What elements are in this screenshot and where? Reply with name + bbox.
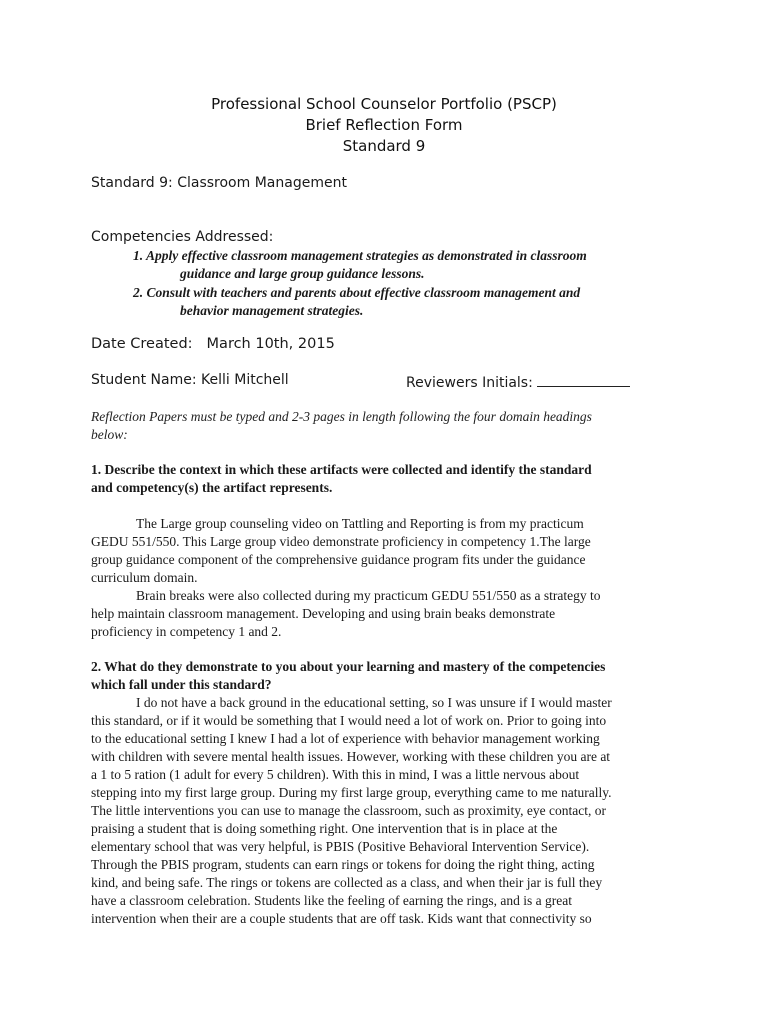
answer-line: praising a student that is doing something right. One intervention that is in place at the [91,821,558,836]
question-2-line-2: which fall under this standard? [91,677,272,692]
answer-line: help maintain classroom management. Developing and using brain beaks demonstrate [91,606,556,621]
answer-line: this standard, or if it would be something that I would need a lot of work on. Prior to going into [91,713,607,728]
competency-1-line-2: guidance and large group guidance lessons. [180,266,425,281]
answer-line: proficiency in competency 1 and 2. [91,624,282,639]
reviewer-label: Reviewers Initials: [406,375,533,391]
answer-line: kind, and being safe. The rings or tokens are collected as a class, and when their jar is full they [91,875,603,890]
answer-1-paragraph-1 [91,515,661,587]
answer-line: group guidance component of the comprehensive guidance program fits under the guidance [91,552,586,567]
competency-1-line-1: 1. Apply effective classroom management strategies as demonstrated in classroom [133,248,587,263]
title-line-2: Brief Reflection Form [305,116,463,134]
reviewer-initials-blank[interactable] [537,372,630,387]
title-line-1: Professional School Counselor Portfolio (PSCP) [211,95,557,113]
title-line-3: Standard 9 [342,137,426,155]
question-1-line-2: and competency(s) the artifact represents. [91,480,333,495]
answer-line: Through the PBIS program, students can earn rings or tokens for doing the right thing, acting [91,857,595,872]
date-label: Date Created: [91,336,193,352]
answer-line: a 1 to 5 ration (1 adult for every 5 children). With this in mind, I was a little nervous about [91,767,580,782]
competencies-heading: Competencies Addressed: [91,229,274,245]
answer-line: Brain breaks were also collected during my practicum GEDU 551/550 as a strategy to [136,588,601,603]
answer-line: The little interventions you can use to manage the classroom, such as proximity, eye contact, or [91,803,606,818]
answer-2-paragraph-1 [91,694,661,928]
question-2 [91,658,671,694]
answer-1-paragraph-2 [91,587,661,641]
reviewer-initials [406,372,630,391]
student-name: Student Name: Kelli Mitchell [91,372,289,388]
date-created-row [91,336,335,352]
instructions-text [91,408,651,444]
competency-item-2 [133,284,693,320]
competency-2-line-2: behavior management strategies. [180,303,364,318]
student-reviewer-row [91,372,651,391]
question-1-line-1: 1. Describe the context in which these artifacts were collected and identify the standard [91,462,592,477]
answer-line: The Large group counseling video on Tattling and Reporting is from my practicum [136,516,584,531]
competency-item-1 [133,247,693,283]
standard-heading: Standard 9: Classroom Management [91,175,347,191]
answer-line: intervention when their are a couple students that are off task. Kids want that connectivity so [91,911,592,926]
answer-line: have a classroom celebration. Students like the feeling of earning the rings, and is a great [91,893,572,908]
answer-line: to the educational setting I knew I had a lot of experience with behavior management working [91,731,600,746]
date-value: March 10th, 2015 [206,336,335,352]
answer-line: elementary school that was very helpful, is PBIS (Positive Behavioral Intervention Service). [91,839,590,854]
instructions-line-2: below: [91,427,128,442]
instructions-line-1: Reflection Papers must be typed and 2-3 pages in length following the four domain headings [91,409,592,424]
question-2-line-1: 2. What do they demonstrate to you about your learning and mastery of the competencies [91,659,606,674]
answer-line: I do not have a back ground in the educational setting, so I was unsure if I would master [136,695,612,710]
answer-line: curriculum domain. [91,570,198,585]
answer-line: stepping into my first large group. During my first large group, everything came to me naturally. [91,785,612,800]
answer-line: GEDU 551/550. This Large group video demonstrate proficiency in competency 1.The large [91,534,591,549]
question-1 [91,461,671,497]
answer-line: with children with severe mental health issues. However, working with these children you are at [91,749,611,764]
competency-2-line-1: 2. Consult with teachers and parents about effective classroom management and [133,285,581,300]
form-title [0,94,768,157]
